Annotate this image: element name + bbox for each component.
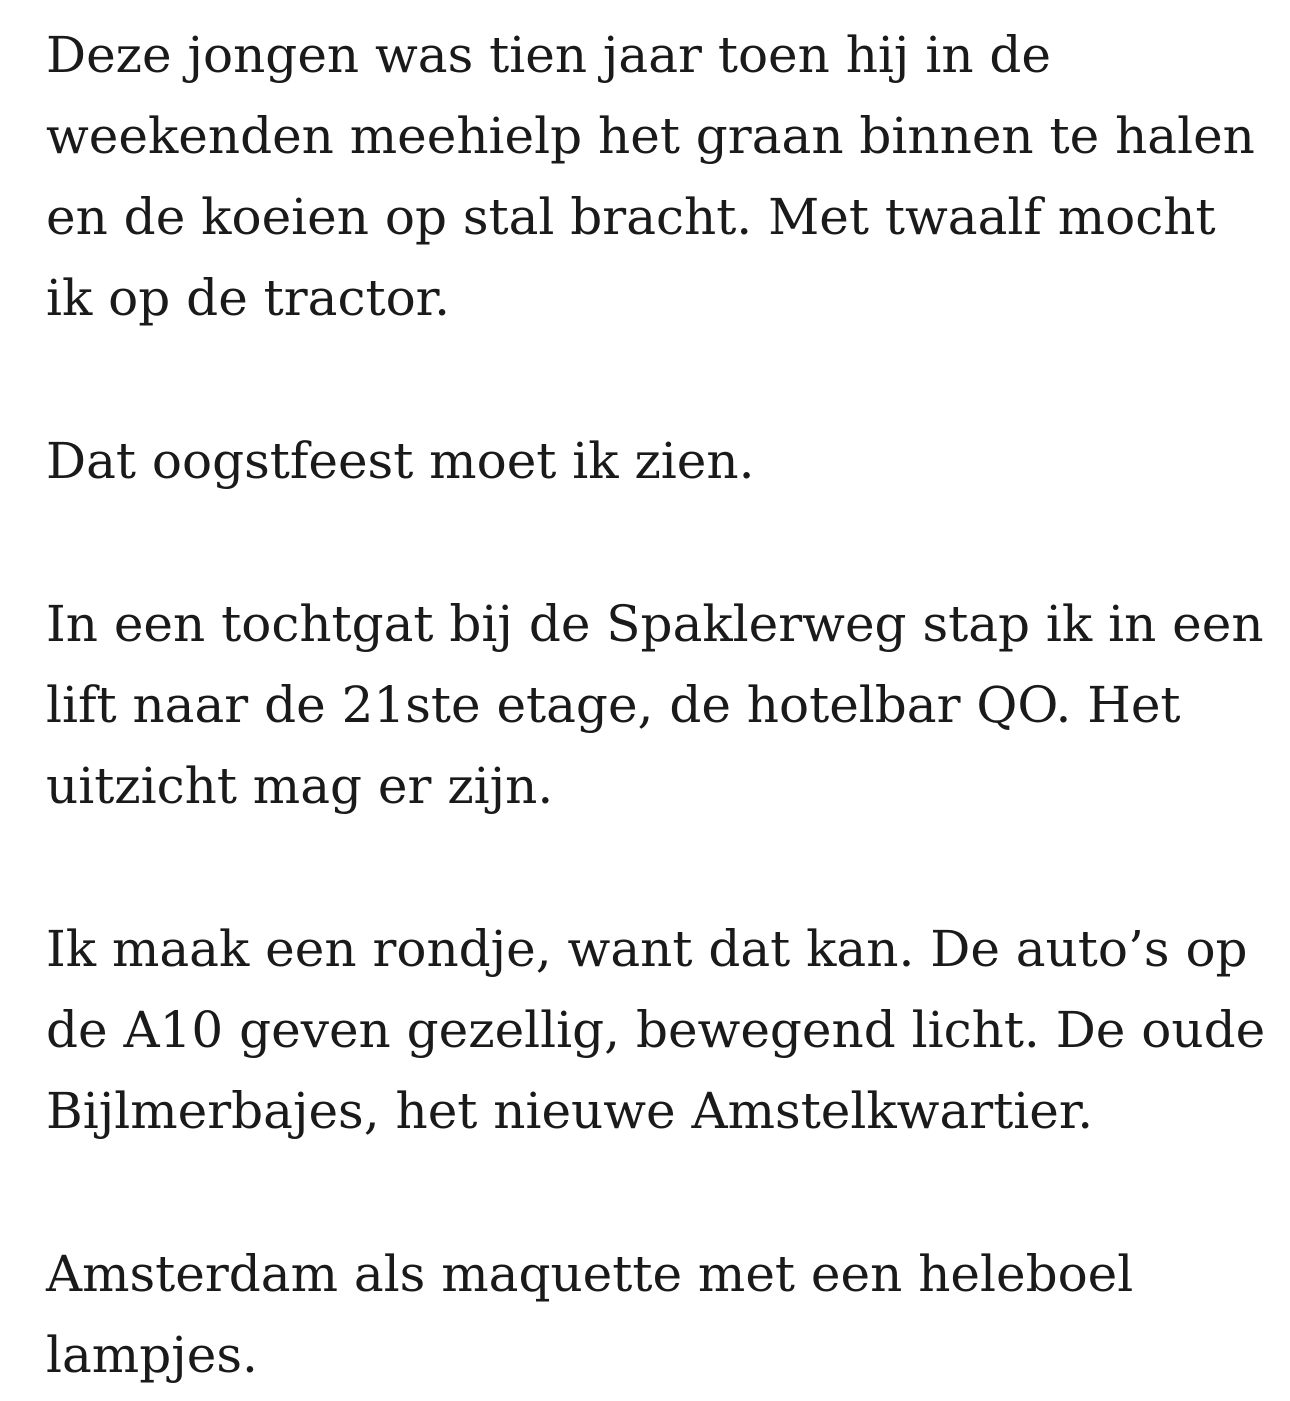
text-line: en de koeien op stal bracht. Met twaalf mocht	[46, 188, 1216, 246]
paragraph-hotel-bar	[46, 584, 1264, 827]
paragraph-maquette	[46, 1234, 1261, 1396]
text-line: Amsterdam als maquette met een heleboel	[46, 1245, 1134, 1303]
text-line: In een tochtgat bij de Spaklerweg stap ik in een	[46, 595, 1264, 653]
paragraph-harvest-festival	[46, 421, 1261, 502]
text-line: Deze jongen was tien jaar toen hij in de	[46, 26, 1052, 84]
text-line: Dat oogstfeest moet ik zien.	[46, 432, 755, 490]
text-line: lampjes.	[46, 1326, 258, 1384]
paragraph-city-view	[46, 909, 1266, 1152]
text-line: de A10 geven gezellig, bewegend licht. De oude	[46, 1001, 1266, 1059]
text-line: Ik maak een rondje, want dat kan. De auto’s op	[46, 920, 1248, 978]
text-line: weekenden meehielp het graan binnen te halen	[46, 107, 1255, 165]
text-line: Bijlmerbajes, het nieuwe Amstelkwartier.	[46, 1082, 1094, 1140]
text-line: uitzicht mag er zijn.	[46, 757, 554, 815]
text-line: ik op de tractor.	[46, 269, 450, 327]
text-line: lift naar de 21ste etage, de hotelbar QO. Het	[46, 676, 1181, 734]
paragraph-farm-childhood	[46, 15, 1261, 339]
article-body	[46, 0, 1266, 1396]
